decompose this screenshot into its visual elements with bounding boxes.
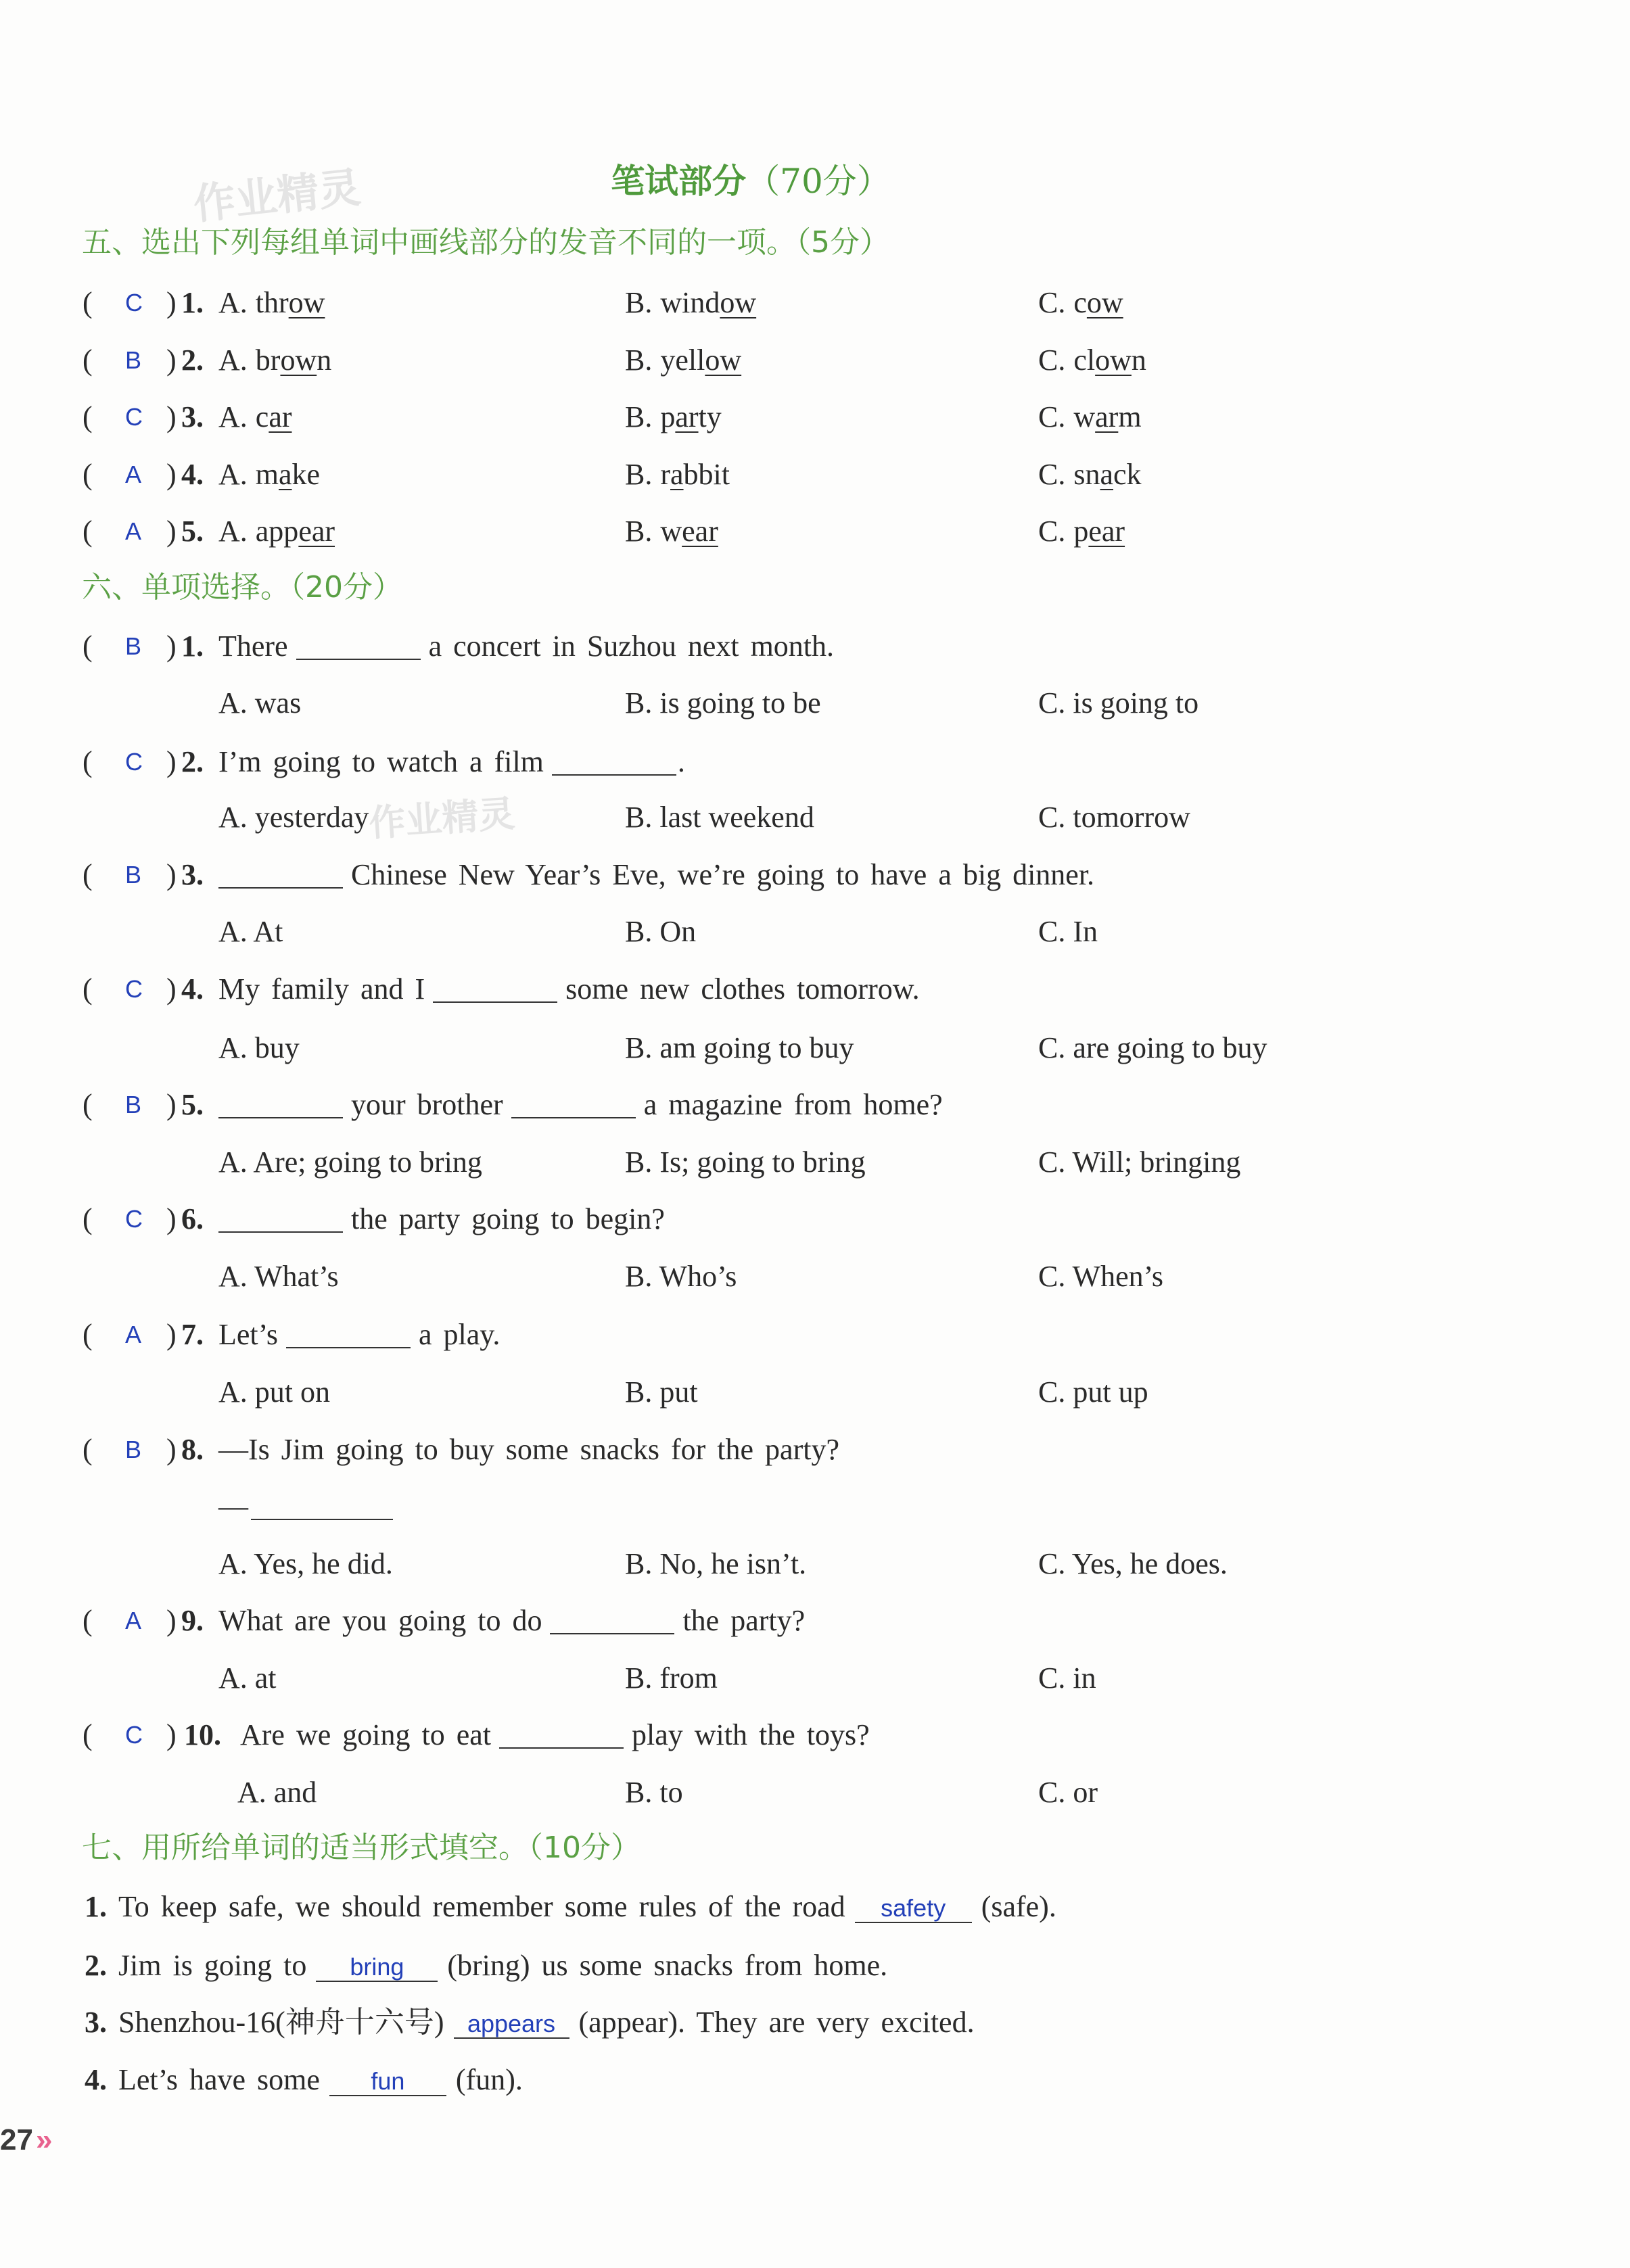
question-number: 8. <box>181 1433 204 1466</box>
question-number: 6. <box>181 1202 204 1235</box>
answer-bracket-close: ) <box>166 858 177 891</box>
s5-question-4 <box>0 456 1630 494</box>
answer-fill <box>316 1954 438 1982</box>
word-part: r <box>660 458 671 491</box>
answer-bracket-open: ( <box>83 630 93 663</box>
option-c <box>1038 513 1125 550</box>
item-sentence <box>118 2061 523 2099</box>
s6-question-4-stem <box>0 970 1630 1008</box>
s6-question-9-options <box>0 1659 1630 1697</box>
answer-bracket-close: ) <box>166 400 177 433</box>
option-label: A. <box>218 458 248 491</box>
option-label: A. <box>218 286 248 319</box>
underlined-part: ow <box>720 286 757 319</box>
sentence-text: Let’s have some <box>118 2063 320 2096</box>
answer-blank <box>251 1498 393 1520</box>
answer-letter: C <box>125 1721 143 1749</box>
s6-question-6-stem <box>0 1200 1630 1238</box>
title-score: （70分） <box>746 162 891 201</box>
word-part: w <box>1073 400 1096 433</box>
stem-text: —Is Jim going to buy some snacks for the party? <box>218 1433 839 1466</box>
option-c <box>1038 341 1146 379</box>
s7-item-1 <box>0 1888 1630 1926</box>
s7-item-2 <box>0 1947 1630 1985</box>
question-number: 1. <box>181 630 204 663</box>
answer-bracket-close: ) <box>166 745 177 778</box>
sentence-text: Jim is going to <box>118 1949 307 1982</box>
section6-heading: 六、单项选择。（20分） <box>82 570 402 605</box>
option-c <box>1038 284 1123 322</box>
option-label: C. <box>1038 458 1066 491</box>
word-part: ke <box>292 458 321 491</box>
answer-bracket-open: ( <box>83 858 93 891</box>
answer-bracket-close: ) <box>166 458 177 491</box>
option-c: C. In <box>1038 915 1098 948</box>
word-part: m <box>1118 400 1142 433</box>
underlined-part: ar <box>675 400 699 433</box>
option-b <box>625 513 718 550</box>
question-stem <box>240 1716 870 1754</box>
stem-text: a magazine from home? <box>643 1088 943 1121</box>
option-label: A. <box>218 515 248 548</box>
answer-letter: B <box>125 1091 142 1118</box>
answer-bracket-open: ( <box>83 515 93 548</box>
sentence-text: (bring) us some snacks from home. <box>447 1949 888 1982</box>
option-a <box>218 284 325 322</box>
option-a: A. At <box>218 915 283 948</box>
word-part: n <box>317 344 332 377</box>
stem-text: Are we going to eat <box>240 1718 491 1751</box>
option-b <box>625 398 722 436</box>
s6-question-1-stem <box>0 628 1630 665</box>
answer-letter: C <box>125 748 143 776</box>
item-sentence <box>118 2004 975 2041</box>
underlined-part: a <box>1100 458 1114 491</box>
option-a <box>218 398 292 436</box>
option-a <box>218 341 331 379</box>
s5-question-3 <box>0 398 1630 436</box>
answer-bracket-close: ) <box>166 515 177 548</box>
answer-blank <box>296 638 421 660</box>
answer-fill <box>855 1895 972 1923</box>
answer-bracket-close: ) <box>166 1604 177 1637</box>
s5-question-5 <box>0 513 1630 550</box>
option-b: B. Who’s <box>625 1260 737 1293</box>
option-b: B. No, he isn’t. <box>625 1547 807 1580</box>
question-number: 1. <box>181 286 204 319</box>
option-label: C. <box>1038 400 1066 433</box>
underlined-part: ear <box>1088 515 1125 548</box>
s6-question-2-stem <box>0 743 1630 781</box>
question-number: 7. <box>181 1318 204 1351</box>
answer-fill <box>329 2068 446 2096</box>
answer-letter: B <box>125 861 142 889</box>
answer-blank <box>550 1613 674 1634</box>
answer-blank <box>511 1097 636 1118</box>
option-a <box>218 456 320 494</box>
answer-blank <box>499 1727 624 1749</box>
answer-letter: C <box>125 403 143 431</box>
filled-answer: fun <box>371 2067 405 2095</box>
answer-letter: A <box>125 517 142 545</box>
option-b: B. am going to buy <box>625 1031 854 1064</box>
word-part: c <box>255 400 269 433</box>
sentence-text: Shenzhou-16(神舟十六号) <box>118 2006 444 2039</box>
word-part: sn <box>1073 458 1100 491</box>
answer-letter: B <box>125 346 142 374</box>
item-sentence <box>118 1947 887 1985</box>
double-chevron-icon: » <box>35 2123 53 2156</box>
option-c <box>1038 456 1142 494</box>
section7-heading: 七、用所给单词的适当形式填空。（10分） <box>82 1830 641 1865</box>
word-part: w <box>660 515 682 548</box>
option-c: C. When’s <box>1038 1260 1163 1293</box>
answer-bracket-open: ( <box>83 1202 93 1235</box>
option-label: A. <box>218 344 248 377</box>
answer-letter: C <box>125 1205 143 1233</box>
answer-bracket-close: ) <box>166 630 177 663</box>
option-b: B. to <box>625 1776 683 1809</box>
filled-answer: appears <box>467 2010 556 2037</box>
option-a: A. put on <box>218 1375 330 1409</box>
reply-dash: — <box>218 1490 248 1523</box>
word-part: br <box>255 344 281 377</box>
question-number: 2. <box>181 745 204 778</box>
option-label: B. <box>625 286 653 319</box>
option-b: B. from <box>625 1661 718 1695</box>
word-part: p <box>1073 515 1089 548</box>
answer-bracket-close: ) <box>166 1088 177 1121</box>
underlined-part: ear <box>298 515 335 548</box>
stem-text: Let’s <box>218 1318 278 1351</box>
word-part: ty <box>698 400 722 433</box>
s6-question-10-stem <box>0 1716 1630 1754</box>
answer-bracket-open: ( <box>83 1604 93 1637</box>
question-number: 10. <box>184 1718 221 1751</box>
answer-blank <box>218 867 343 889</box>
option-a: A. Are; going to bring <box>218 1145 482 1179</box>
option-b: B. put <box>625 1375 698 1409</box>
sentence-text: (appear). They are very excited. <box>578 2006 975 2039</box>
option-c: C. in <box>1038 1661 1096 1695</box>
answer-letter: C <box>125 289 143 316</box>
answer-bracket-open: ( <box>83 1718 93 1751</box>
option-a: A. yesterday <box>218 801 369 834</box>
item-number: 4. <box>85 2063 107 2096</box>
question-stem <box>218 1602 805 1640</box>
watermark-logo: 作业精灵 <box>367 792 517 845</box>
option-c: C. tomorrow <box>1038 801 1190 834</box>
section5-heading: 五、选出下列每组单词中画线部分的发音不同的一项。（5分） <box>82 225 889 260</box>
answer-blank <box>286 1327 411 1348</box>
question-stem <box>218 856 1094 894</box>
option-a: A. Yes, he did. <box>218 1547 393 1580</box>
stem-text: What are you going to do <box>218 1604 542 1637</box>
page-number <box>0 2121 52 2159</box>
stem-text: a play. <box>418 1318 500 1351</box>
stem-text: some new clothes tomorrow. <box>565 972 920 1006</box>
stem-text: My family and I <box>218 972 425 1006</box>
option-label: B. <box>625 400 653 433</box>
answer-blank <box>552 754 676 776</box>
option-a: A. What’s <box>218 1260 339 1293</box>
answer-bracket-close: ) <box>166 1433 177 1466</box>
item-number: 3. <box>85 2006 107 2039</box>
s6-question-6-options <box>0 1258 1630 1296</box>
answer-bracket-close: ) <box>166 286 177 319</box>
question-number: 5. <box>181 515 204 548</box>
option-label: C. <box>1038 344 1066 377</box>
page-number-text: 27 <box>0 2123 33 2156</box>
question-number: 5. <box>181 1088 204 1121</box>
option-label: B. <box>625 344 653 377</box>
s6-question-2-options <box>0 799 1630 836</box>
answer-bracket-open: ( <box>83 1088 93 1121</box>
word-part: ck <box>1113 458 1142 491</box>
option-c: C. are going to buy <box>1038 1031 1267 1064</box>
word-part: c <box>1073 286 1087 319</box>
word-part: m <box>255 458 279 491</box>
answer-bracket-close: ) <box>166 1318 177 1351</box>
answer-blank <box>218 1211 343 1233</box>
word-part: wind <box>660 286 720 319</box>
answer-bracket-close: ) <box>166 972 177 1006</box>
option-label: C. <box>1038 515 1066 548</box>
question-number: 3. <box>181 400 204 433</box>
question-stem <box>218 1316 500 1354</box>
s5-question-2 <box>0 341 1630 379</box>
word-part: thr <box>255 286 289 319</box>
stem-text: play with the toys? <box>632 1718 870 1751</box>
s6-question-5-options <box>0 1143 1630 1181</box>
word-part: n <box>1131 344 1146 377</box>
word-part: bbit <box>683 458 730 491</box>
stem-text: I’m going to watch a film <box>218 745 544 778</box>
option-a <box>218 513 335 550</box>
question-stem <box>218 1086 943 1124</box>
page-title <box>582 158 920 205</box>
option-c: C. Yes, he does. <box>1038 1547 1228 1580</box>
underlined-part: ow <box>280 344 317 377</box>
underlined-part: a <box>670 458 684 491</box>
stem-text: . <box>677 745 685 778</box>
s6-question-5-stem <box>0 1086 1630 1124</box>
question-number: 3. <box>181 858 204 891</box>
answer-bracket-open: ( <box>83 1433 93 1466</box>
option-label: B. <box>625 515 653 548</box>
s6-question-8-stem <box>0 1431 1630 1469</box>
s6-question-3-options <box>0 913 1630 951</box>
sentence-text: (fun). <box>455 2063 523 2096</box>
answer-bracket-open: ( <box>83 1318 93 1351</box>
answer-letter: A <box>125 1321 142 1348</box>
option-c: C. or <box>1038 1776 1098 1809</box>
answer-bracket-close: ) <box>166 1718 177 1751</box>
item-number: 2. <box>85 1949 107 1982</box>
option-label: A. <box>218 400 248 433</box>
s6-question-4-options <box>0 1029 1630 1067</box>
question-stem <box>218 970 920 1008</box>
stem-text: There <box>218 630 288 663</box>
underlined-part: ar <box>269 400 292 433</box>
answer-bracket-open: ( <box>83 972 93 1006</box>
filled-answer: safety <box>881 1894 946 1922</box>
s5-question-1 <box>0 284 1630 322</box>
sentence-text: To keep safe, we should remember some rules of the road <box>118 1890 845 1923</box>
option-b <box>625 284 756 322</box>
option-b <box>625 341 741 379</box>
answer-letter: B <box>125 1436 142 1463</box>
stem-text: Chinese New Year’s Eve, we’re going to have a big dinner. <box>351 858 1095 891</box>
s7-item-4 <box>0 2061 1630 2099</box>
underlined-part: a <box>279 458 292 491</box>
stem-text: the party going to begin? <box>351 1202 665 1235</box>
filled-answer: bring <box>350 1953 404 1981</box>
s7-item-3 <box>0 2004 1630 2041</box>
answer-bracket-close: ) <box>166 1202 177 1235</box>
word-part: app <box>255 515 299 548</box>
option-b: B. On <box>625 915 697 948</box>
s6-question-7-stem <box>0 1316 1630 1354</box>
underlined-part: ar <box>1095 400 1119 433</box>
question-number: 4. <box>181 458 204 491</box>
option-b: B. is going to be <box>625 686 821 719</box>
option-label: B. <box>625 458 653 491</box>
option-b: B. last weekend <box>625 801 814 834</box>
watermark-logo: 作业精灵 <box>191 162 363 229</box>
s6-question-1-options <box>0 684 1630 722</box>
reply-line <box>218 1488 401 1526</box>
answer-bracket-open: ( <box>83 458 93 491</box>
underlined-part: ow <box>1095 344 1132 377</box>
word-part: cl <box>1073 344 1096 377</box>
word-part: p <box>660 400 676 433</box>
underlined-part: ow <box>288 286 325 319</box>
stem-text: the party? <box>682 1604 806 1637</box>
question-number: 4. <box>181 972 204 1006</box>
s6-question-8-options <box>0 1545 1630 1583</box>
question-stem <box>218 628 834 665</box>
option-a: A. and <box>237 1776 317 1809</box>
option-a: A. at <box>218 1661 277 1695</box>
option-a: A. was <box>218 686 302 719</box>
option-c: C. Will; bringing <box>1038 1145 1241 1179</box>
answer-bracket-open: ( <box>83 344 93 377</box>
answer-letter: A <box>125 1607 142 1634</box>
answer-bracket-open: ( <box>83 286 93 319</box>
sentence-text: (safe). <box>981 1890 1056 1923</box>
word-part: yell <box>660 344 705 377</box>
s6-question-7-options <box>0 1373 1630 1411</box>
answer-letter: A <box>125 460 142 488</box>
option-c <box>1038 398 1142 436</box>
answer-bracket-open: ( <box>83 400 93 433</box>
question-stem <box>218 743 685 781</box>
option-c: C. is going to <box>1038 686 1199 719</box>
s6-question-9-stem <box>0 1602 1630 1640</box>
answer-bracket-open: ( <box>83 745 93 778</box>
item-number: 1. <box>85 1890 107 1923</box>
option-b <box>625 456 730 494</box>
question-stem <box>218 1200 665 1238</box>
underlined-part: ear <box>682 515 718 548</box>
answer-letter: C <box>125 975 143 1003</box>
answer-bracket-close: ) <box>166 344 177 377</box>
stem-text: a concert in Suzhou next month. <box>428 630 835 663</box>
stem-text: your brother <box>351 1088 503 1121</box>
question-number: 2. <box>181 344 204 377</box>
answer-fill <box>454 2010 569 2039</box>
title-text: 笔试部分 <box>611 161 747 201</box>
item-sentence <box>118 1888 1056 1926</box>
question-stem <box>218 1431 839 1469</box>
option-a: A. buy <box>218 1031 300 1064</box>
underlined-part: ow <box>705 344 742 377</box>
s6-question-3-stem <box>0 856 1630 894</box>
option-b: B. Is; going to bring <box>625 1145 866 1179</box>
answer-blank <box>218 1097 343 1118</box>
answer-blank <box>433 981 557 1003</box>
option-label: C. <box>1038 286 1066 319</box>
s6-question-8-reply <box>0 1488 1630 1526</box>
s6-question-10-options <box>0 1774 1630 1812</box>
answer-letter: B <box>125 632 142 660</box>
option-c: C. put up <box>1038 1375 1148 1409</box>
question-number: 9. <box>181 1604 204 1637</box>
underlined-part: ow <box>1086 286 1123 319</box>
